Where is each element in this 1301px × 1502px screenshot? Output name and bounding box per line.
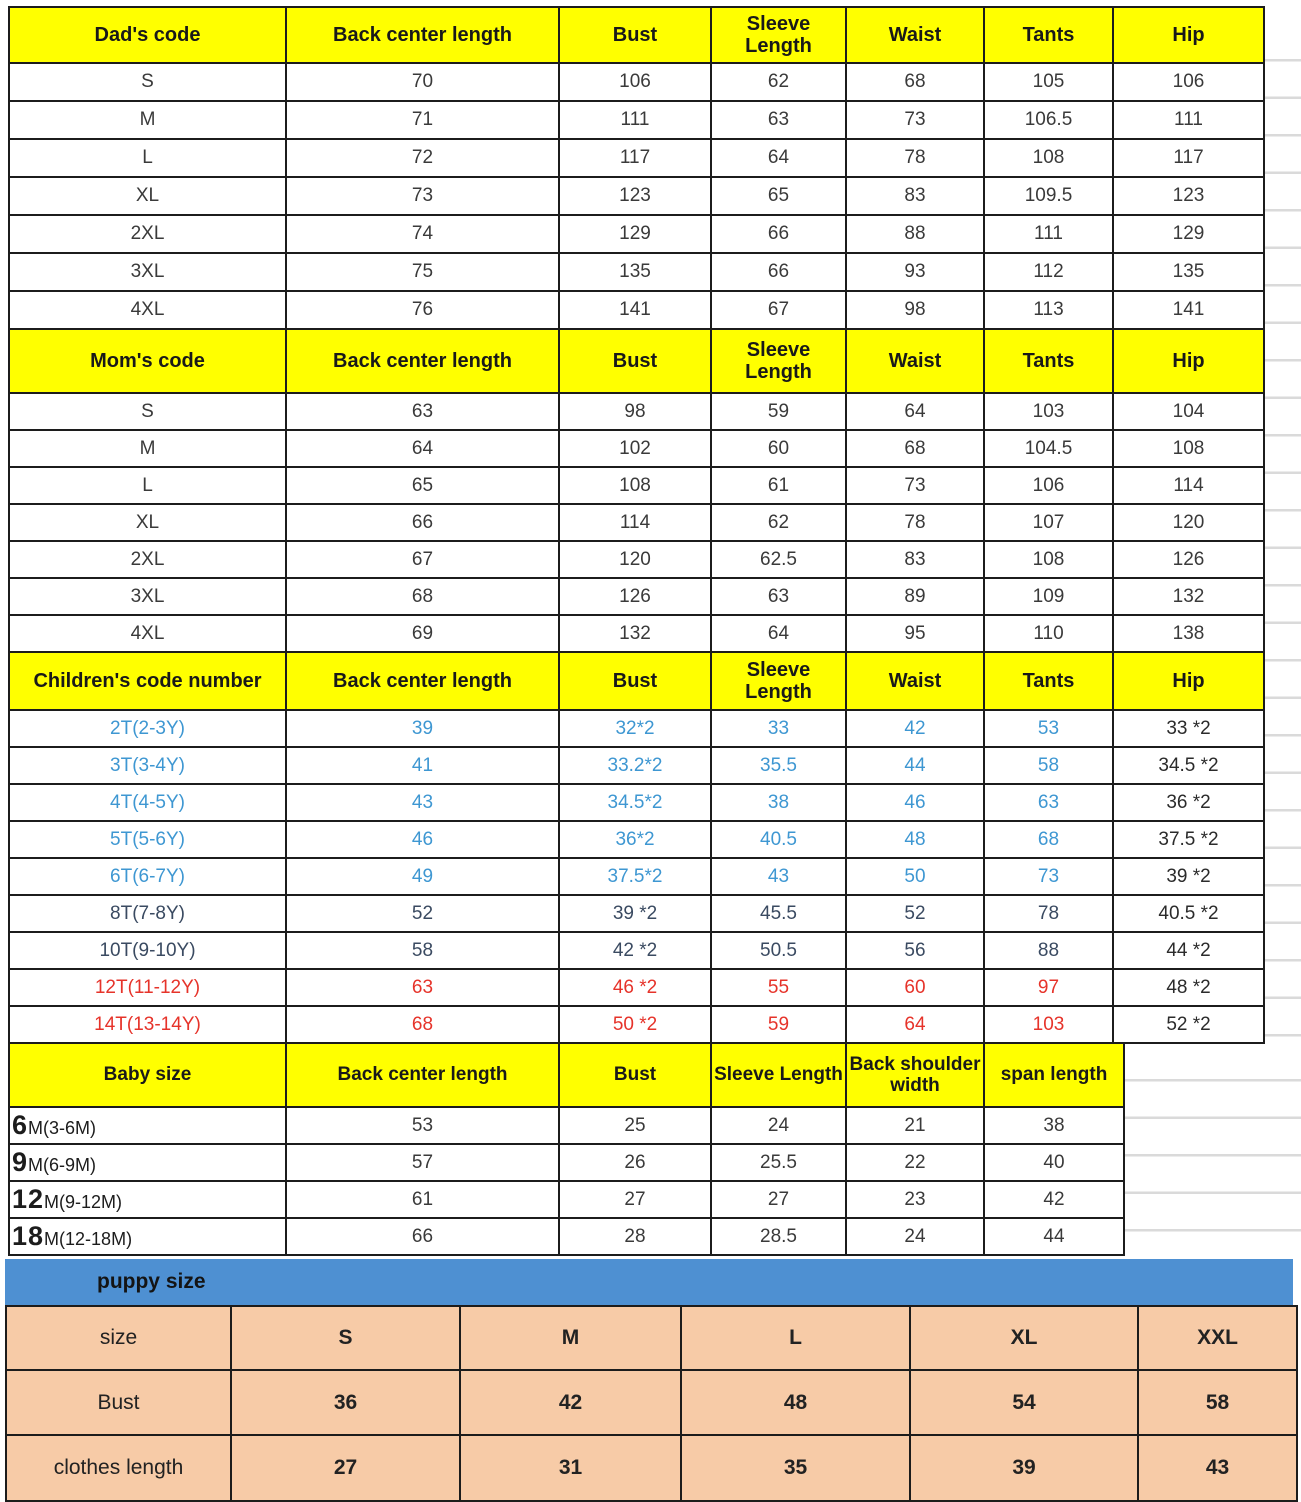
table-row bbox=[9, 578, 1264, 615]
column-header: Sleeve Length bbox=[711, 7, 846, 63]
puppy-section-title-bar bbox=[5, 1259, 1293, 1305]
size-label-cell: S bbox=[9, 63, 286, 101]
size-value-cell: 57 bbox=[286, 1144, 559, 1181]
size-value-cell: 25.5 bbox=[711, 1144, 846, 1181]
baby-label-rest: M(9-12M) bbox=[44, 1192, 123, 1212]
size-value-cell: 33 *2 bbox=[1113, 710, 1264, 747]
size-value-cell: 44 bbox=[984, 1218, 1124, 1255]
size-label-cell: 4XL bbox=[9, 291, 286, 329]
size-value-cell: 42 bbox=[460, 1370, 681, 1435]
size-value-cell: 106 bbox=[1113, 63, 1264, 101]
size-value-cell: 106 bbox=[559, 63, 711, 101]
size-value-cell: 62 bbox=[711, 63, 846, 101]
size-value-cell: 28 bbox=[559, 1218, 711, 1255]
table-row bbox=[9, 430, 1264, 467]
size-label-cell: 4XL bbox=[9, 615, 286, 652]
size-value-cell: 45.5 bbox=[711, 895, 846, 932]
size-value-cell: 66 bbox=[286, 1218, 559, 1255]
size-value-cell: 88 bbox=[846, 215, 984, 253]
column-header: Back center length bbox=[286, 1043, 559, 1107]
size-value-cell: 89 bbox=[846, 578, 984, 615]
children-size-table bbox=[8, 651, 1265, 1044]
size-value-cell: 141 bbox=[1113, 291, 1264, 329]
size-value-cell: 36*2 bbox=[559, 821, 711, 858]
size-value-cell: 88 bbox=[984, 932, 1113, 969]
size-value-cell: 68 bbox=[846, 430, 984, 467]
size-value-cell: 36 *2 bbox=[1113, 784, 1264, 821]
table-row bbox=[9, 63, 1264, 101]
size-value-cell: 105 bbox=[984, 63, 1113, 101]
size-value-cell: 36 bbox=[231, 1370, 460, 1435]
size-value-cell: 65 bbox=[286, 467, 559, 504]
size-label-cell: 10T(9-10Y) bbox=[9, 932, 286, 969]
size-value-cell: 35.5 bbox=[711, 747, 846, 784]
size-value-cell: 112 bbox=[984, 253, 1113, 291]
table-row bbox=[9, 969, 1264, 1006]
size-value-cell: 42 bbox=[984, 1181, 1124, 1218]
size-value-cell: 44 *2 bbox=[1113, 932, 1264, 969]
size-value-cell: 39 bbox=[286, 710, 559, 747]
size-value-cell: 35 bbox=[681, 1435, 910, 1501]
size-label-cell: 2XL bbox=[9, 215, 286, 253]
size-value-cell: 93 bbox=[846, 253, 984, 291]
size-value-cell: 39 bbox=[910, 1435, 1138, 1501]
size-value-cell: 43 bbox=[286, 784, 559, 821]
size-value-cell: 27 bbox=[711, 1181, 846, 1218]
size-value-cell: 64 bbox=[711, 615, 846, 652]
mom-size-table bbox=[8, 328, 1265, 653]
size-value-cell: 60 bbox=[711, 430, 846, 467]
table-row bbox=[9, 1107, 1124, 1144]
size-value-cell: 61 bbox=[286, 1181, 559, 1218]
size-value-cell: 113 bbox=[984, 291, 1113, 329]
size-value-cell: 37.5*2 bbox=[559, 858, 711, 895]
size-label-cell: XL bbox=[9, 177, 286, 215]
column-header: Tants bbox=[984, 329, 1113, 393]
column-header: Children's code number bbox=[9, 652, 286, 710]
size-label-cell: 12T(11-12Y) bbox=[9, 969, 286, 1006]
size-label-cell: 6T(6-7Y) bbox=[9, 858, 286, 895]
table-row bbox=[9, 393, 1264, 430]
size-value-cell: 73 bbox=[846, 101, 984, 139]
size-label-cell: size bbox=[6, 1306, 231, 1370]
size-value-cell: 59 bbox=[711, 393, 846, 430]
size-label-cell: clothes length bbox=[6, 1435, 231, 1501]
size-value-cell: 39 *2 bbox=[1113, 858, 1264, 895]
size-value-cell: 56 bbox=[846, 932, 984, 969]
column-header: Sleeve Length bbox=[711, 1043, 846, 1107]
table-row bbox=[9, 784, 1264, 821]
size-value-cell: 111 bbox=[559, 101, 711, 139]
size-value-cell: 27 bbox=[231, 1435, 460, 1501]
size-value-cell: 55 bbox=[711, 969, 846, 1006]
size-value-cell: 129 bbox=[559, 215, 711, 253]
size-value-cell: 64 bbox=[846, 1006, 984, 1043]
column-header: Back center length bbox=[286, 7, 559, 63]
table-row bbox=[9, 467, 1264, 504]
table-row bbox=[9, 615, 1264, 652]
size-value-cell: 50.5 bbox=[711, 932, 846, 969]
table-row bbox=[9, 291, 1264, 329]
table-row bbox=[6, 1306, 1297, 1370]
size-value-cell: 126 bbox=[559, 578, 711, 615]
size-value-cell: 120 bbox=[1113, 504, 1264, 541]
size-value-cell: 97 bbox=[984, 969, 1113, 1006]
column-header: Hip bbox=[1113, 7, 1264, 63]
size-value-cell: 132 bbox=[1113, 578, 1264, 615]
size-label-cell: Bust bbox=[6, 1370, 231, 1435]
size-value-cell: 37.5 *2 bbox=[1113, 821, 1264, 858]
size-label-cell: 8T(7-8Y) bbox=[9, 895, 286, 932]
size-value-cell: 117 bbox=[1113, 139, 1264, 177]
size-value-cell: 108 bbox=[984, 541, 1113, 578]
size-value-cell: 24 bbox=[711, 1107, 846, 1144]
size-value-cell: 78 bbox=[846, 504, 984, 541]
size-value-cell: 63 bbox=[984, 784, 1113, 821]
size-value-cell: 104.5 bbox=[984, 430, 1113, 467]
size-value-cell: 40 bbox=[984, 1144, 1124, 1181]
column-header: Waist bbox=[846, 652, 984, 710]
size-value-cell: 111 bbox=[984, 215, 1113, 253]
size-value-cell: 25 bbox=[559, 1107, 711, 1144]
table-row bbox=[6, 1370, 1297, 1435]
size-value-cell: 135 bbox=[1113, 253, 1264, 291]
size-value-cell: 109 bbox=[984, 578, 1113, 615]
size-value-cell: 66 bbox=[711, 215, 846, 253]
column-header: Waist bbox=[846, 329, 984, 393]
size-value-cell: 49 bbox=[286, 858, 559, 895]
size-value-cell: 34.5 *2 bbox=[1113, 747, 1264, 784]
size-value-cell: 58 bbox=[1138, 1370, 1297, 1435]
baby-label-big: 12 bbox=[12, 1184, 45, 1214]
size-value-cell: 52 bbox=[286, 895, 559, 932]
size-value-cell: 114 bbox=[1113, 467, 1264, 504]
size-value-cell: 23 bbox=[846, 1181, 984, 1218]
size-value-cell: 114 bbox=[559, 504, 711, 541]
size-label-cell: XL bbox=[9, 504, 286, 541]
size-value-cell: 95 bbox=[846, 615, 984, 652]
size-value-cell: 129 bbox=[1113, 215, 1264, 253]
size-label-cell: 3T(3-4Y) bbox=[9, 747, 286, 784]
size-value-cell: 126 bbox=[1113, 541, 1264, 578]
column-header: Tants bbox=[984, 652, 1113, 710]
table-row bbox=[9, 1006, 1264, 1043]
size-value-cell: 40.5 bbox=[711, 821, 846, 858]
spreadsheet-gridlines-right bbox=[1263, 24, 1301, 1044]
size-value-cell: 52 bbox=[846, 895, 984, 932]
size-value-cell: 83 bbox=[846, 541, 984, 578]
table-row bbox=[9, 541, 1264, 578]
size-value-cell: 60 bbox=[846, 969, 984, 1006]
size-value-cell: 62 bbox=[711, 504, 846, 541]
size-value-cell: 58 bbox=[984, 747, 1113, 784]
size-value-cell: 63 bbox=[711, 578, 846, 615]
size-value-cell: 41 bbox=[286, 747, 559, 784]
size-label-cell: 2XL bbox=[9, 541, 286, 578]
size-value-cell: 68 bbox=[286, 578, 559, 615]
size-value-cell: 42 *2 bbox=[559, 932, 711, 969]
size-label-cell: L bbox=[9, 467, 286, 504]
size-value-cell: 21 bbox=[846, 1107, 984, 1144]
size-value-cell: 50 *2 bbox=[559, 1006, 711, 1043]
size-value-cell: 26 bbox=[559, 1144, 711, 1181]
size-value-cell: 78 bbox=[846, 139, 984, 177]
size-value-cell: 62.5 bbox=[711, 541, 846, 578]
size-value-cell: 53 bbox=[984, 710, 1113, 747]
size-value-cell: 46 bbox=[846, 784, 984, 821]
size-value-cell: 73 bbox=[984, 858, 1113, 895]
size-value-cell: 64 bbox=[711, 139, 846, 177]
table-row bbox=[9, 932, 1264, 969]
size-value-cell: XL bbox=[910, 1306, 1138, 1370]
size-label-cell: 3XL bbox=[9, 578, 286, 615]
size-value-cell: 108 bbox=[559, 467, 711, 504]
size-value-cell: 66 bbox=[286, 504, 559, 541]
size-value-cell: 27 bbox=[559, 1181, 711, 1218]
header-row bbox=[9, 652, 1264, 710]
size-value-cell: 123 bbox=[1113, 177, 1264, 215]
column-header: Bust bbox=[559, 652, 711, 710]
table-row bbox=[9, 101, 1264, 139]
size-value-cell: 83 bbox=[846, 177, 984, 215]
header-row bbox=[9, 329, 1264, 393]
column-header: Back center length bbox=[286, 652, 559, 710]
size-value-cell: 73 bbox=[286, 177, 559, 215]
size-value-cell: 120 bbox=[559, 541, 711, 578]
size-value-cell: 53 bbox=[286, 1107, 559, 1144]
size-value-cell: 141 bbox=[559, 291, 711, 329]
size-value-cell: 68 bbox=[984, 821, 1113, 858]
size-value-cell: 108 bbox=[984, 139, 1113, 177]
table-row bbox=[9, 215, 1264, 253]
size-value-cell: 68 bbox=[846, 63, 984, 101]
column-header: Hip bbox=[1113, 329, 1264, 393]
size-value-cell: 68 bbox=[286, 1006, 559, 1043]
size-value-cell: 66 bbox=[711, 253, 846, 291]
size-value-cell: 117 bbox=[559, 139, 711, 177]
size-value-cell: 46 bbox=[286, 821, 559, 858]
size-value-cell: 46 *2 bbox=[559, 969, 711, 1006]
size-value-cell: 135 bbox=[559, 253, 711, 291]
baby-label-rest: M(3-6M) bbox=[28, 1118, 97, 1138]
baby-label-big: 9 bbox=[12, 1147, 29, 1177]
column-header: Back shoulder width bbox=[846, 1043, 984, 1107]
size-value-cell: XXL bbox=[1138, 1306, 1297, 1370]
size-value-cell: 107 bbox=[984, 504, 1113, 541]
column-header: Sleeve Length bbox=[711, 329, 846, 393]
column-header: Bust bbox=[559, 1043, 711, 1107]
table-row bbox=[9, 858, 1264, 895]
table-row bbox=[9, 710, 1264, 747]
table-row bbox=[9, 1144, 1124, 1181]
table-row bbox=[9, 139, 1264, 177]
size-label-cell: S bbox=[9, 393, 286, 430]
baby-label-big: 6 bbox=[12, 1110, 29, 1140]
size-label-cell bbox=[9, 1144, 286, 1181]
size-value-cell: 102 bbox=[559, 430, 711, 467]
size-value-cell: 123 bbox=[559, 177, 711, 215]
baby-label-big: 18 bbox=[12, 1221, 45, 1251]
size-value-cell: 61 bbox=[711, 467, 846, 504]
column-header: Mom's code bbox=[9, 329, 286, 393]
column-header: Dad's code bbox=[9, 7, 286, 63]
puppy-section-title: puppy size bbox=[97, 1270, 206, 1293]
size-value-cell: 48 *2 bbox=[1113, 969, 1264, 1006]
size-label-cell: 4T(4-5Y) bbox=[9, 784, 286, 821]
column-header: Back center length bbox=[286, 329, 559, 393]
size-value-cell: 34.5*2 bbox=[559, 784, 711, 821]
table-row bbox=[9, 895, 1264, 932]
size-value-cell: 76 bbox=[286, 291, 559, 329]
size-label-cell: 2T(2-3Y) bbox=[9, 710, 286, 747]
size-value-cell: M bbox=[460, 1306, 681, 1370]
size-value-cell: 63 bbox=[711, 101, 846, 139]
size-value-cell: 40.5 *2 bbox=[1113, 895, 1264, 932]
size-label-cell: L bbox=[9, 139, 286, 177]
size-value-cell: 43 bbox=[1138, 1435, 1297, 1501]
header-row bbox=[9, 1043, 1124, 1107]
size-value-cell: 64 bbox=[846, 393, 984, 430]
size-value-cell: 65 bbox=[711, 177, 846, 215]
size-value-cell: 108 bbox=[1113, 430, 1264, 467]
dad-size-table bbox=[8, 6, 1265, 330]
size-value-cell: 73 bbox=[846, 467, 984, 504]
size-value-cell: 67 bbox=[711, 291, 846, 329]
size-value-cell: 98 bbox=[559, 393, 711, 430]
column-header: Waist bbox=[846, 7, 984, 63]
size-value-cell: 39 *2 bbox=[559, 895, 711, 932]
size-value-cell: 69 bbox=[286, 615, 559, 652]
size-value-cell: 22 bbox=[846, 1144, 984, 1181]
size-value-cell: 98 bbox=[846, 291, 984, 329]
size-value-cell: 78 bbox=[984, 895, 1113, 932]
table-row bbox=[9, 177, 1264, 215]
size-label-cell: 5T(5-6Y) bbox=[9, 821, 286, 858]
size-value-cell: 58 bbox=[286, 932, 559, 969]
spreadsheet-gridlines-baby bbox=[1125, 1044, 1301, 1256]
size-value-cell: 43 bbox=[711, 858, 846, 895]
column-header: Baby size bbox=[9, 1043, 286, 1107]
column-header: Hip bbox=[1113, 652, 1264, 710]
size-label-cell: 3XL bbox=[9, 253, 286, 291]
size-label-cell: M bbox=[9, 430, 286, 467]
size-label-cell bbox=[9, 1181, 286, 1218]
puppy-size-table bbox=[5, 1305, 1298, 1502]
size-value-cell: 106 bbox=[984, 467, 1113, 504]
table-row bbox=[9, 504, 1264, 541]
size-value-cell: 48 bbox=[681, 1370, 910, 1435]
size-value-cell: 44 bbox=[846, 747, 984, 784]
baby-label-rest: M(12-18M) bbox=[44, 1229, 133, 1249]
size-value-cell: 74 bbox=[286, 215, 559, 253]
column-header: Tants bbox=[984, 7, 1113, 63]
baby-size-table bbox=[8, 1042, 1125, 1256]
size-value-cell: 71 bbox=[286, 101, 559, 139]
size-label-cell bbox=[9, 1218, 286, 1255]
size-label-cell: 14T(13-14Y) bbox=[9, 1006, 286, 1043]
column-header: span length bbox=[984, 1043, 1124, 1107]
size-label-cell bbox=[9, 1107, 286, 1144]
size-value-cell: 42 bbox=[846, 710, 984, 747]
size-value-cell: 38 bbox=[711, 784, 846, 821]
size-value-cell: 138 bbox=[1113, 615, 1264, 652]
size-value-cell: 59 bbox=[711, 1006, 846, 1043]
size-value-cell: 54 bbox=[910, 1370, 1138, 1435]
size-value-cell: S bbox=[231, 1306, 460, 1370]
size-value-cell: 111 bbox=[1113, 101, 1264, 139]
size-value-cell: 109.5 bbox=[984, 177, 1113, 215]
size-value-cell: 110 bbox=[984, 615, 1113, 652]
size-value-cell: L bbox=[681, 1306, 910, 1370]
table-row bbox=[9, 1218, 1124, 1255]
size-value-cell: 75 bbox=[286, 253, 559, 291]
size-value-cell: 50 bbox=[846, 858, 984, 895]
size-value-cell: 32*2 bbox=[559, 710, 711, 747]
baby-label-rest: M(6-9M) bbox=[28, 1155, 97, 1175]
size-value-cell: 33.2*2 bbox=[559, 747, 711, 784]
size-value-cell: 103 bbox=[984, 393, 1113, 430]
size-value-cell: 70 bbox=[286, 63, 559, 101]
size-value-cell: 103 bbox=[984, 1006, 1113, 1043]
size-value-cell: 24 bbox=[846, 1218, 984, 1255]
table-row bbox=[9, 747, 1264, 784]
column-header: Bust bbox=[559, 7, 711, 63]
table-row bbox=[9, 1181, 1124, 1218]
size-value-cell: 48 bbox=[846, 821, 984, 858]
table-row bbox=[9, 821, 1264, 858]
size-value-cell: 63 bbox=[286, 969, 559, 1006]
size-value-cell: 33 bbox=[711, 710, 846, 747]
column-header: Bust bbox=[559, 329, 711, 393]
column-header: Sleeve Length bbox=[711, 652, 846, 710]
header-row bbox=[9, 7, 1264, 63]
table-row bbox=[9, 253, 1264, 291]
size-value-cell: 64 bbox=[286, 430, 559, 467]
size-value-cell: 132 bbox=[559, 615, 711, 652]
size-label-cell: M bbox=[9, 101, 286, 139]
size-value-cell: 63 bbox=[286, 393, 559, 430]
size-value-cell: 67 bbox=[286, 541, 559, 578]
table-row bbox=[6, 1435, 1297, 1501]
size-value-cell: 38 bbox=[984, 1107, 1124, 1144]
size-value-cell: 52 *2 bbox=[1113, 1006, 1264, 1043]
size-value-cell: 28.5 bbox=[711, 1218, 846, 1255]
size-value-cell: 31 bbox=[460, 1435, 681, 1501]
size-value-cell: 72 bbox=[286, 139, 559, 177]
size-value-cell: 104 bbox=[1113, 393, 1264, 430]
size-value-cell: 106.5 bbox=[984, 101, 1113, 139]
